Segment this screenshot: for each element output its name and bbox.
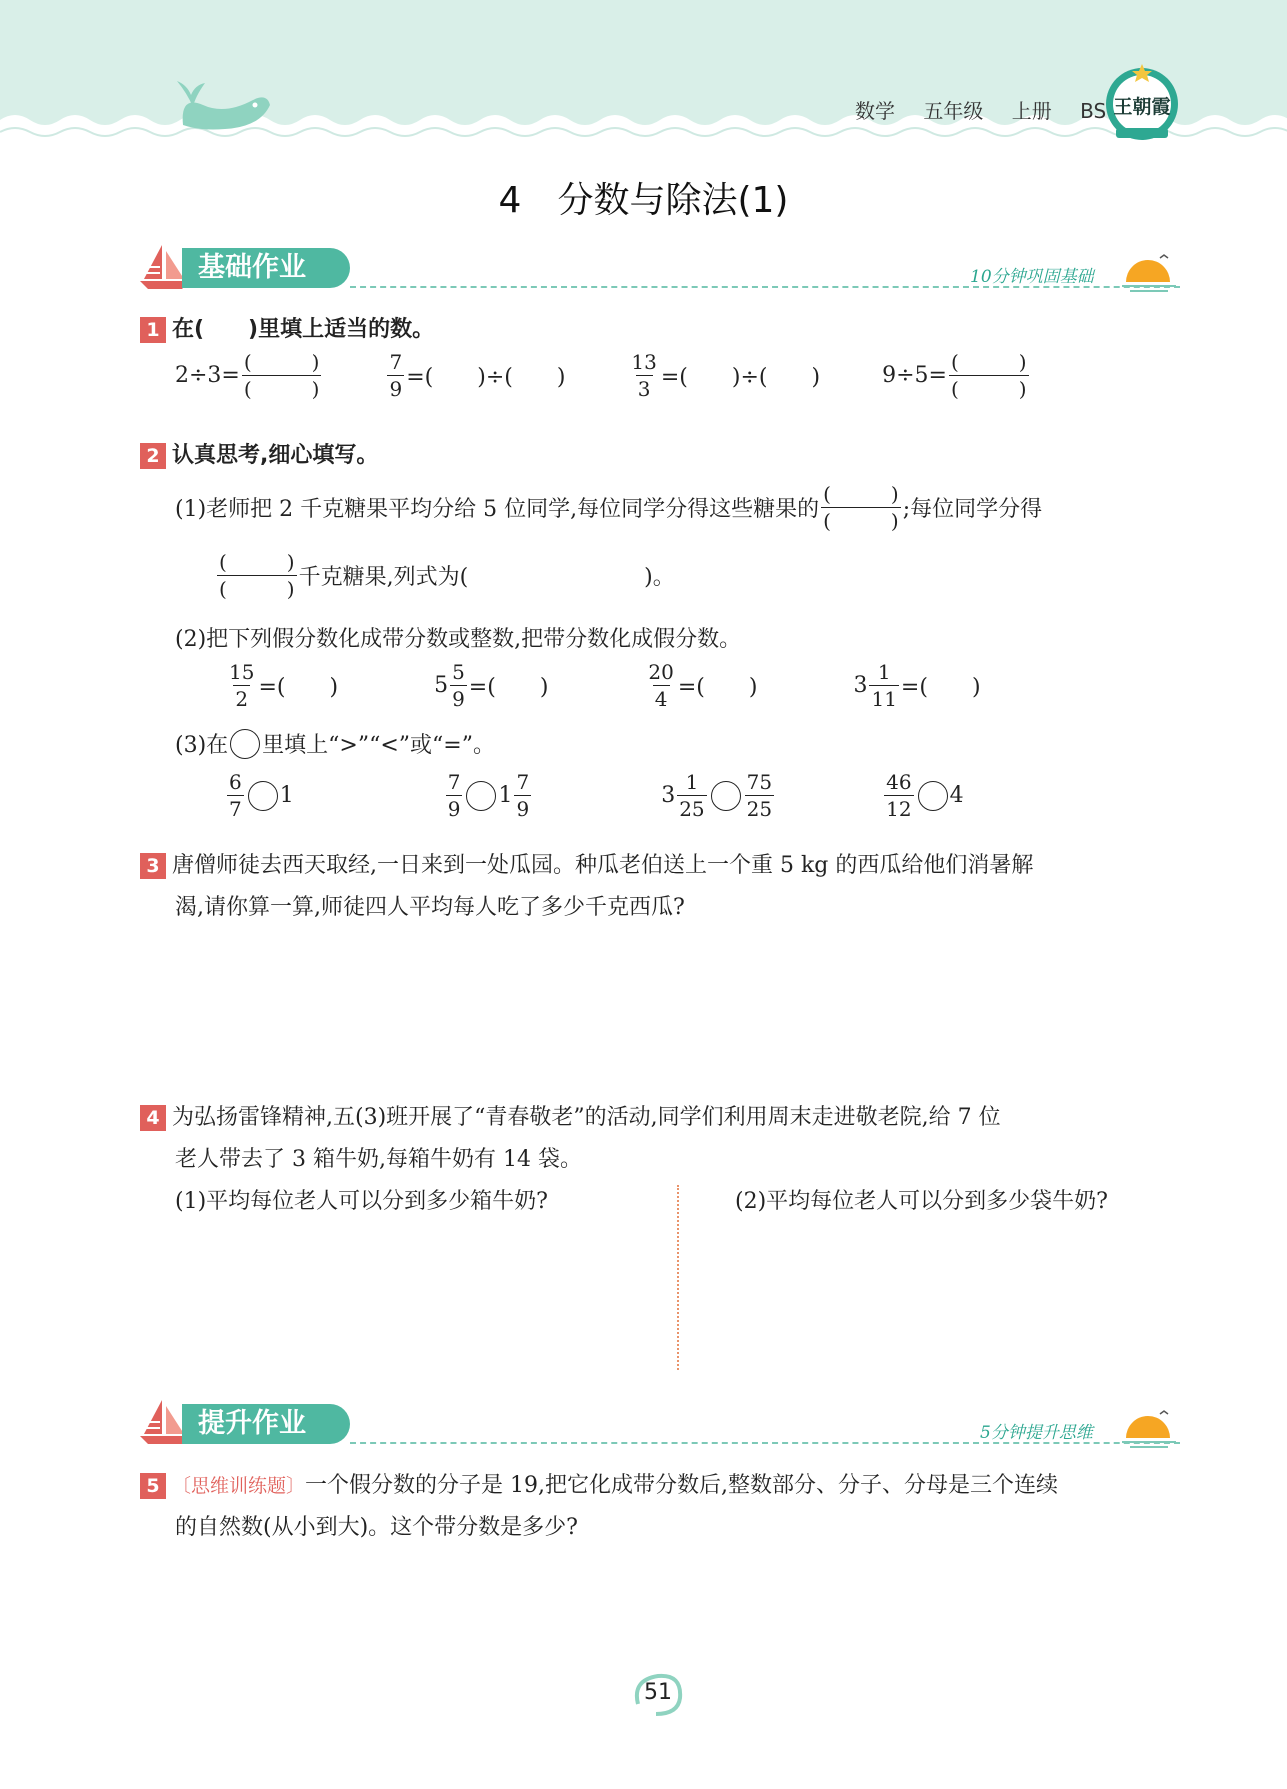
q2-p1-f1-num-blank[interactable]: ( ) xyxy=(823,482,899,506)
sunset-icon xyxy=(1120,252,1178,296)
q2-p1-fraction2[interactable] xyxy=(217,552,297,599)
tag-volume: 上册 xyxy=(1011,99,1052,123)
q2-p3-c-den: 25 xyxy=(679,797,705,821)
q1-c-rest[interactable]: =( )÷( ) xyxy=(660,365,821,390)
q3-text1: 唐僧师徒去西天取经,一日来到一处瓜园。种瓜老伯送上一个重 5 kg 的西瓜给他们消暑解 xyxy=(172,853,1034,878)
q2-p3-b-den2: 9 xyxy=(516,797,530,821)
q4-number: 4 xyxy=(140,1105,166,1131)
q2-prompt: 认真思考,细心填写。 xyxy=(172,443,379,468)
q2-p3-b-whole: 1 xyxy=(498,783,513,808)
page-title: 4 分数与除法(1) xyxy=(498,180,789,221)
sunset-icon xyxy=(1120,1408,1178,1452)
subject-tags xyxy=(855,95,1128,124)
q5-tag: 〔思维训练题〕 xyxy=(172,1475,306,1497)
q2-p1-f2-num-blank[interactable]: ( ) xyxy=(219,550,295,574)
section1-title: 基础作业 xyxy=(198,252,306,283)
compare-circle-icon xyxy=(230,729,260,759)
section1-banner xyxy=(182,248,350,288)
q5-line2: 的自然数(从小到大)。这个带分数是多少? xyxy=(175,1515,578,1540)
q2-p1-text-c[interactable]: 千克糖果,列式为( )。 xyxy=(298,565,675,590)
q2-part2-items xyxy=(225,662,981,709)
q2-p3-c-num: 1 xyxy=(685,770,699,794)
q4-line2: 老人带去了 3 箱牛奶,每箱牛奶有 14 袋。 xyxy=(175,1147,582,1172)
q3-line1 xyxy=(140,848,1033,879)
q5-text1: 一个假分数的分子是 19,把它化成带分数后,整数部分、分子、分母是三个连续 xyxy=(305,1473,1058,1498)
q4-answer-area-1[interactable] xyxy=(175,1225,665,1370)
q3-number: 3 xyxy=(140,853,166,879)
q2-p3-a-den: 7 xyxy=(229,797,242,821)
section2-subtitle: 5分钟提升思维 xyxy=(980,1423,1093,1443)
q2-p3-d-right: 4 xyxy=(949,783,964,808)
q1-d-left: 9÷5= xyxy=(882,363,947,388)
q2-p3-c-fraction xyxy=(677,772,706,819)
tag-grade: 五年级 xyxy=(923,99,984,123)
q1-prompt: 在( )里填上适当的数。 xyxy=(172,317,435,342)
q2-p2-a-den: 2 xyxy=(235,687,249,711)
q2-p1-f1-den-blank[interactable]: ( ) xyxy=(823,509,899,533)
q2-p3-c-compare-circle[interactable] xyxy=(711,781,741,811)
page-number: 51 xyxy=(644,1680,672,1705)
q2-p3-b-num2: 7 xyxy=(516,770,530,794)
logo-text: 王朝霞 xyxy=(1113,96,1171,118)
q1-prompt-line xyxy=(140,312,434,343)
q3-line2: 渴,请你算一算,师徒四人平均每人吃了多少千克西瓜? xyxy=(175,895,685,920)
q1-b-num: 7 xyxy=(389,350,403,374)
q2-p3-c-whole: 3 xyxy=(661,783,676,808)
q3-answer-area[interactable] xyxy=(175,930,1175,1090)
q2-p2-d-whole: 3 xyxy=(853,673,868,698)
q2-p3-c-fraction2 xyxy=(745,772,774,819)
whale-icon xyxy=(175,75,275,133)
q2-p3-a-compare-circle[interactable] xyxy=(248,781,278,811)
q5-line1 xyxy=(140,1468,1058,1499)
q4-text1: 为弘扬雷锋精神,五(3)班开展了“青春敬老”的活动,同学们利用周末走进敬老院,给 7 位 xyxy=(172,1105,1001,1130)
q2-prompt-line xyxy=(140,438,378,469)
q1-a-fraction[interactable] xyxy=(242,352,322,399)
q2-p3-a-right: 1 xyxy=(279,783,294,808)
q2-p3-b-num: 7 xyxy=(447,770,461,794)
q2-p2-a-num: 15 xyxy=(229,660,255,684)
q2-p2-d-den: 11 xyxy=(871,687,897,711)
section2-title: 提升作业 xyxy=(198,1408,306,1439)
q2-p2-d-fraction xyxy=(869,662,898,709)
q2-p3-b-den: 9 xyxy=(447,797,461,821)
q2-p3-d-den: 12 xyxy=(886,797,912,821)
q2-p3-c-den2: 25 xyxy=(746,797,773,821)
q2-p2-b-den: 9 xyxy=(452,687,465,711)
q2-part1-line2 xyxy=(215,552,675,599)
q2-p3-b-fraction xyxy=(446,772,463,819)
q1-b-den: 9 xyxy=(389,377,403,401)
q2-p1-fraction1[interactable] xyxy=(821,484,901,531)
q1-b-fraction xyxy=(387,352,404,399)
section1-subtitle: 10分钟巩固基础 xyxy=(970,267,1094,287)
q1-c-fraction xyxy=(629,352,658,399)
brand-logo xyxy=(1102,62,1182,142)
q2-p2-b-fraction xyxy=(450,662,467,709)
q2-p3-c-num2: 75 xyxy=(746,770,773,794)
q2-p3-d-fraction xyxy=(884,772,913,819)
q1-d-num-blank[interactable]: ( ) xyxy=(950,350,1027,374)
q1-b-rest[interactable]: =( )÷( ) xyxy=(406,365,566,390)
q2-part2-text: (2)把下列假分数化成带分数或整数,把带分数化成假分数。 xyxy=(175,627,742,652)
q1-d-fraction[interactable] xyxy=(949,352,1029,399)
section2-banner xyxy=(182,1404,350,1444)
q2-p3-d-num: 46 xyxy=(886,770,912,794)
q2-part3-items xyxy=(225,772,964,819)
q2-p2-a-fraction xyxy=(227,662,256,709)
q5-number: 5 xyxy=(140,1473,166,1499)
q4-divider xyxy=(677,1185,679,1370)
q1-a-left: 2÷3= xyxy=(175,363,240,388)
q2-p2-b-whole: 5 xyxy=(434,673,449,698)
q2-number: 2 xyxy=(140,443,166,469)
q4-sub2: (2)平均每位老人可以分到多少袋牛奶? xyxy=(735,1189,1108,1214)
q1-c-num: 13 xyxy=(631,350,657,374)
q2-p3-d-compare-circle[interactable] xyxy=(918,781,948,811)
q1-a-num-blank[interactable]: ( ) xyxy=(243,350,320,374)
q2-part1-line1 xyxy=(175,484,1042,531)
q2-p2-c-fraction xyxy=(646,662,675,709)
q4-line1 xyxy=(140,1100,1001,1131)
q2-p3-a-num: 6 xyxy=(229,770,242,794)
q2-p1-text-b: ;每位同学分得 xyxy=(902,497,1043,522)
q2-p1-f2-den-blank[interactable]: ( ) xyxy=(219,577,295,601)
q4-answer-area-2[interactable] xyxy=(735,1225,1175,1370)
q1-number: 1 xyxy=(140,317,166,343)
q1-a-den-blank[interactable]: ( ) xyxy=(243,377,320,401)
tag-edition: BS xyxy=(1080,99,1107,123)
q2-p3-b-compare-circle[interactable] xyxy=(466,781,496,811)
q2-p2-c-blank[interactable]: =( ) xyxy=(677,675,758,700)
q2-p2-a-blank[interactable]: =( ) xyxy=(258,675,339,700)
q4-sub1: (1)平均每位老人可以分到多少箱牛奶? xyxy=(175,1189,548,1214)
q1-c-den: 3 xyxy=(637,377,651,401)
q2-p3-text-b: 里填上“>”“<”或“=”。 xyxy=(262,733,495,758)
q5-answer-area[interactable] xyxy=(175,1550,1175,1660)
q1-items xyxy=(175,352,1031,399)
q2-p2-b-blank[interactable]: =( ) xyxy=(468,675,549,700)
q2-p3-b-fraction2 xyxy=(514,772,531,819)
q2-p3-text-a: (3)在 xyxy=(175,733,229,758)
q2-p2-d-num: 1 xyxy=(877,660,891,684)
q1-d-den-blank[interactable]: ( ) xyxy=(950,377,1027,401)
q2-p2-d-blank[interactable]: =( ) xyxy=(900,675,981,700)
q2-p2-c-num: 20 xyxy=(648,660,674,684)
q2-p3-a-fraction xyxy=(227,772,244,819)
q2-p2-b-num: 5 xyxy=(452,660,465,684)
q2-part3-text xyxy=(175,728,495,759)
q2-p2-c-den: 4 xyxy=(654,687,668,711)
tag-subject: 数学 xyxy=(855,99,895,123)
q2-p1-text-a: (1)老师把 2 千克糖果平均分给 5 位同学,每位同学分得这些糖果的 xyxy=(175,497,820,522)
